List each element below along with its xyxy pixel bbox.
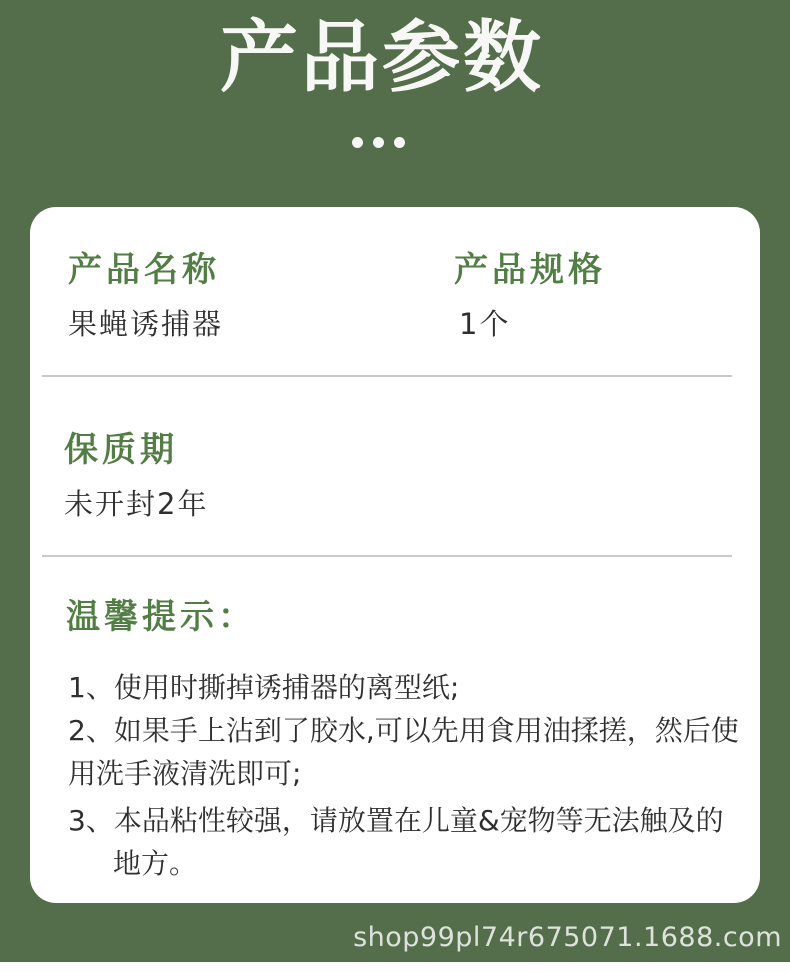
product-spec-value: 1个 — [459, 307, 511, 341]
product-name-label: 产品名称 — [68, 250, 220, 290]
tip-line: 3、本品粘性较强，请放置在儿童&宠物等无法触及的 — [68, 804, 724, 837]
tip-line: 用洗手液清洗即可; — [68, 757, 302, 790]
bottom-white-strip — [0, 962, 790, 972]
dot-icon — [352, 137, 363, 148]
product-spec-label: 产品规格 — [454, 250, 606, 290]
tip-line: 地方。 — [113, 847, 198, 880]
dot-icon — [394, 137, 405, 148]
tips-list — [68, 666, 750, 885]
dot-icon — [373, 137, 384, 148]
product-params-card — [30, 207, 760, 903]
product-name-value: 果蝇诱捕器 — [68, 307, 224, 341]
page-title: 产品参数 — [219, 13, 544, 103]
tip-line: 1、使用时撕掉诱捕器的离型纸; — [68, 671, 460, 704]
shelf-life-value: 未开封2年 — [64, 487, 209, 521]
watermark-url: shop99pl74r675071.1688.com — [353, 922, 782, 953]
title-dots-decoration — [0, 137, 757, 148]
tip-line: 2、如果手上沾到了胶水,可以先用食用油揉搓，然后使 — [68, 714, 739, 747]
tips-heading: 温馨提示： — [66, 597, 256, 637]
divider — [42, 375, 732, 377]
shelf-life-label: 保质期 — [64, 430, 178, 470]
divider — [42, 555, 732, 557]
